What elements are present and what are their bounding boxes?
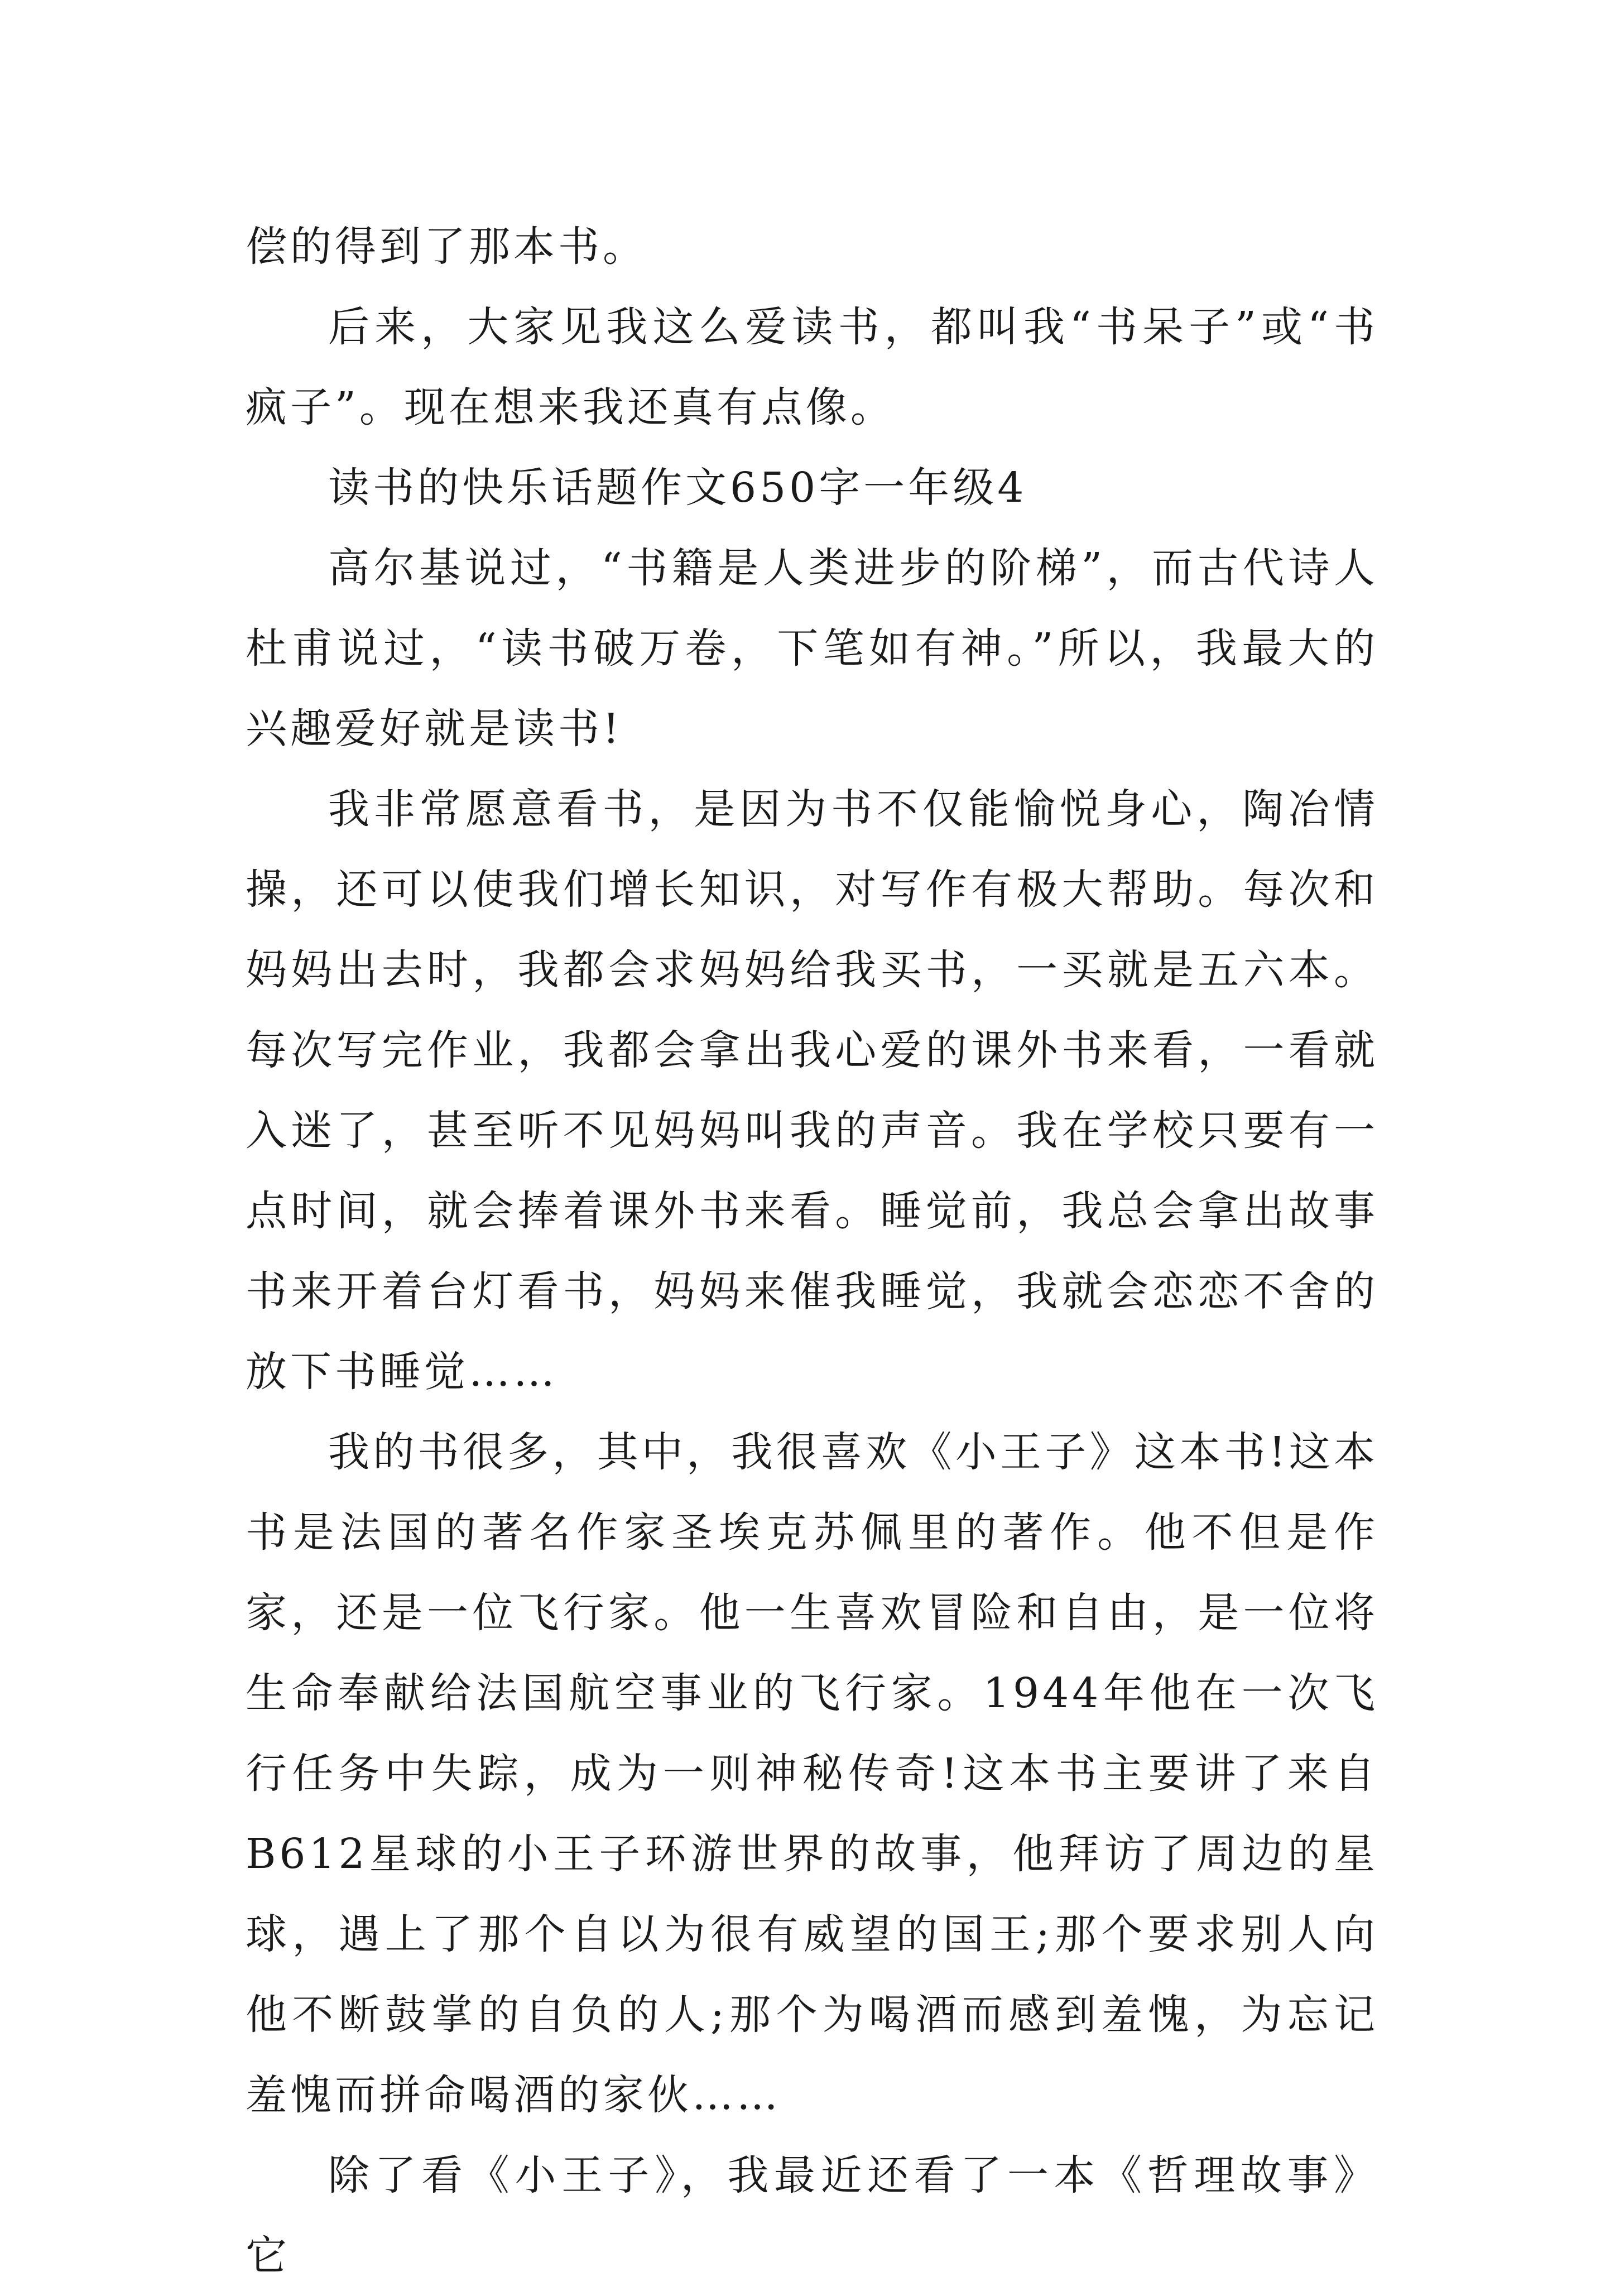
- paragraph-6: 除了看《小王子》，我最近还看了一本《哲理故事》它: [246, 2151, 1378, 2280]
- paragraph-4: 我非常愿意看书，是因为书不仅能愉悦身心，陶冶情操，还可以使我们增长知识，对写作有极大帮助。每次和妈妈出去时，我都会求妈妈给我买书，一买就是五六本。每次写完作业，我都会拿出我心爱的课外书来看，一看就入迷了，甚至听不见妈妈叫我的声音。我在学校只要有一点时间，就会捧着课外书来看。睡觉前，我总会拿出故事书来开着台灯看书，妈妈来催我睡觉，我就会恋恋不舍的放下书睡觉……: [246, 785, 1378, 1396]
- paragraph-1: 偿的得到了那本书。: [246, 223, 647, 271]
- document-body: [246, 206, 1378, 2296]
- paragraph-2: 后来，大家见我这么爱读书，都叫我“书呆子”或“书疯子”。现在想来我还真有点像。: [246, 303, 1378, 431]
- section-heading: 读书的快乐话题作文650字一年级4: [328, 464, 1027, 512]
- paragraph-3: 高尔基说过，“书籍是人类进步的阶梯”，而古代诗人杜甫说过，“读书破万卷，下笔如有神。”所以，我最大的兴趣爱好就是读书!: [246, 544, 1378, 753]
- paragraph-5: 我的书很多，其中，我很喜欢《小王子》这本书!这本书是法国的著名作家圣埃克苏佩里的著作。他不但是作家，还是一位飞行家。他一生喜欢冒险和自由，是一位将生命奉献给法国航空事业的飞行家。1944年他在一次飞行任务中失踪，成为一则神秘传奇!这本书主要讲了来自B612星球的小王子环游世界的故事，他拜访了周边的星球，遇上了那个自以为很有威望的国王;那个要求别人向他不断鼓掌的自负的人;那个为喝酒而感到羞愧，为忘记羞愧而拼命喝酒的家伙……: [246, 1428, 1378, 2119]
